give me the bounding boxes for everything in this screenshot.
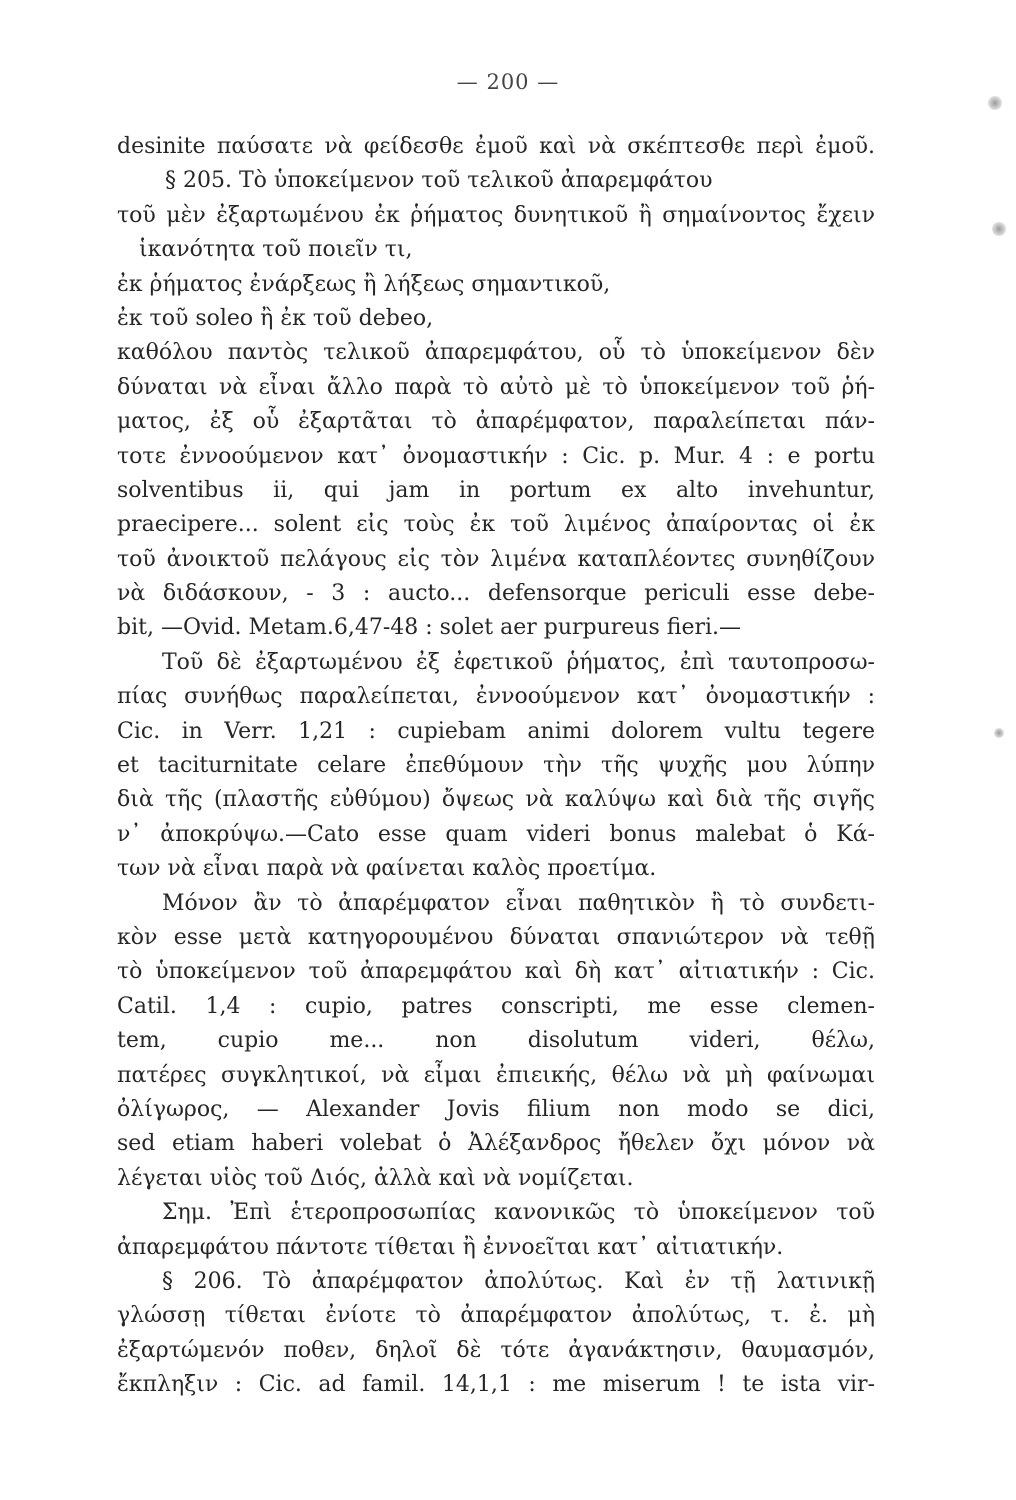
text-line: sed etiam haberi volebat ὁ Ἀλέξανδρος ἤθελεν ὄχι μόνον νὰ	[117, 1131, 875, 1157]
text-line: ν᾿ ἀποκρύψω.—Cato esse quam videri bonus malebat ὁ Κά-	[117, 821, 875, 847]
text-line: bit, —Ovid. Metam.6,47-48 : solet aer purpureus fieri.—	[117, 615, 742, 641]
margin-ink-spot	[992, 222, 1006, 236]
section-heading-206: § 206. Τὸ ἀπαρέμφατον ἀπολύτως. Καὶ ἐν τῇ λατινικῇ	[162, 1268, 875, 1294]
text-line: ἔκπληξιν : Cic. ad famil. 14,1,1 : me miserum ! te ista vir-	[117, 1372, 875, 1398]
text-line: desinite παύσατε νὰ φείδεσθε ἐμοῦ καὶ νὰ σκέπτεσθε περὶ ἐμοῦ.	[117, 134, 875, 159]
text-line: τοτε ἐννοούμενον κατ᾿ ὀνομαστικήν : Cic. p. Mur. 4 : e portu	[117, 443, 875, 469]
text-line: Τοῦ δὲ ἐξαρτωμένου ἐξ ἐφετικοῦ ῥήματος, ἐπὶ ταυτοπροσω-	[162, 649, 875, 675]
text-line: των νὰ εἶναι παρὰ νὰ φαίνεται καλὸς προετίμα.	[117, 856, 657, 882]
text-line: et taciturnitate celare ἐπεθύμουν τὴν τῆς ψυχῆς μου λύπην	[117, 753, 875, 779]
text-line: τοῦ ἀνοικτοῦ πελάγους εἰς τὸν λιμένα καταπλέοντες συνηθίζουν	[117, 546, 875, 572]
text-line: πατέρες συγκλητικοί, νὰ εἶμαι ἐπιεικής, θέλω νὰ μὴ φαίνωμαι	[117, 1062, 875, 1088]
text-line: ἐκ τοῦ soleo ἢ ἐκ τοῦ debeo,	[117, 305, 434, 331]
text-line: νὰ διδάσκουν, - 3 : aucto... defensorque periculi esse debe-	[117, 581, 875, 607]
margin-ink-spot	[988, 96, 1002, 110]
text-line: solventibus ii, qui jam in portum ex alto invehuntur,	[117, 477, 875, 503]
note-line: ἀπαρεμφάτου πάντοτε τίθεται ἢ ἐννοεῖται κατ᾿ αἰτιατικήν.	[117, 1234, 784, 1260]
text-line: ἐξαρτώμενόν ποθεν, δηλοῖ δὲ τότε ἀγανάκτησιν, θαυμασμόν,	[117, 1337, 875, 1363]
text-line: ὀλίγωρος, — Alexander Jovis filium non modo se dici,	[117, 1096, 875, 1122]
text-line: τοῦ μὲν ἐξαρτωμένου ἐκ ῥήματος δυνητικοῦ ἢ σημαίνοντος ἔχειν	[117, 202, 875, 228]
text-line: διὰ τῆς (πλαστῆς εὐθύμου) ὄψεως νὰ καλύψω καὶ διὰ τῆς σιγῆς	[117, 787, 875, 813]
text-line: Cic. in Verr. 1,21 : cupiebam animi dolorem vultu tegere	[117, 718, 875, 744]
margin-ink-spot	[994, 728, 1004, 738]
text-line: Μόνον ἂν τὸ ἀπαρέμφατον εἶναι παθητικὸν ἢ τὸ συνδετι-	[162, 890, 875, 916]
text-line: γλώσσῃ τίθεται ἐνίοτε τὸ ἀπαρέμφατον ἀπολύτως, τ. ἐ. μὴ	[117, 1303, 875, 1329]
text-line: τὸ ὑποκείμενον τοῦ ἀπαρεμφάτου καὶ δὴ κατ᾿ αἰτιατικήν : Cic.	[117, 959, 875, 985]
text-line: κὸν esse μετὰ κατηγορουμένου δύναται σπανιώτερον νὰ τεθῇ	[117, 924, 875, 950]
text-line: ἐκ ῥήματος ἐνάρξεως ἢ λήξεως σημαντικοῦ,	[117, 271, 611, 297]
text-line: καθόλου παντὸς τελικοῦ ἀπαρεμφάτου, οὗ τὸ ὑποκείμενον δὲν	[117, 340, 875, 366]
text-line: πίας συνήθως παραλείπεται, ἐννοούμενον κατ᾿ ὀνομαστικήν :	[117, 684, 875, 710]
text-line: λέγεται υἱὸς τοῦ Διός, ἀλλὰ καὶ νὰ νομίζεται.	[117, 1165, 634, 1191]
text-line: tem, cupio me... non disolutum videri, θέλω,	[117, 1028, 875, 1054]
page-number: — 200 —	[456, 70, 560, 94]
note-line: Σημ. Ἐπὶ ἑτεροπροσωπίας κανονικῶς τὸ ὑποκείμενον τοῦ	[162, 1200, 875, 1226]
text-line: Catil. 1,4 : cupio, patres conscripti, me esse clemen-	[117, 993, 875, 1019]
body-text	[117, 130, 875, 1402]
text-line: δύναται νὰ εἶναι ἄλλο παρὰ τὸ αὐτὸ μὲ τὸ ὑποκείμενον τοῦ ῥή-	[117, 374, 875, 400]
text-line: ἱκανότητα τοῦ ποιεῖν τι,	[139, 237, 413, 263]
text-line: praecipere... solent εἰς τοὺς ἐκ τοῦ λιμένος ἀπαίροντας οἱ ἐκ	[117, 512, 875, 538]
text-line: ματος, ἐξ οὗ ἐξαρτᾶται τὸ ἀπαρέμφατον, παραλείπεται πάν-	[117, 409, 875, 435]
section-heading-205: § 205. Τὸ ὑποκείμενον τοῦ τελικοῦ ἀπαρεμφάτου	[165, 168, 713, 194]
